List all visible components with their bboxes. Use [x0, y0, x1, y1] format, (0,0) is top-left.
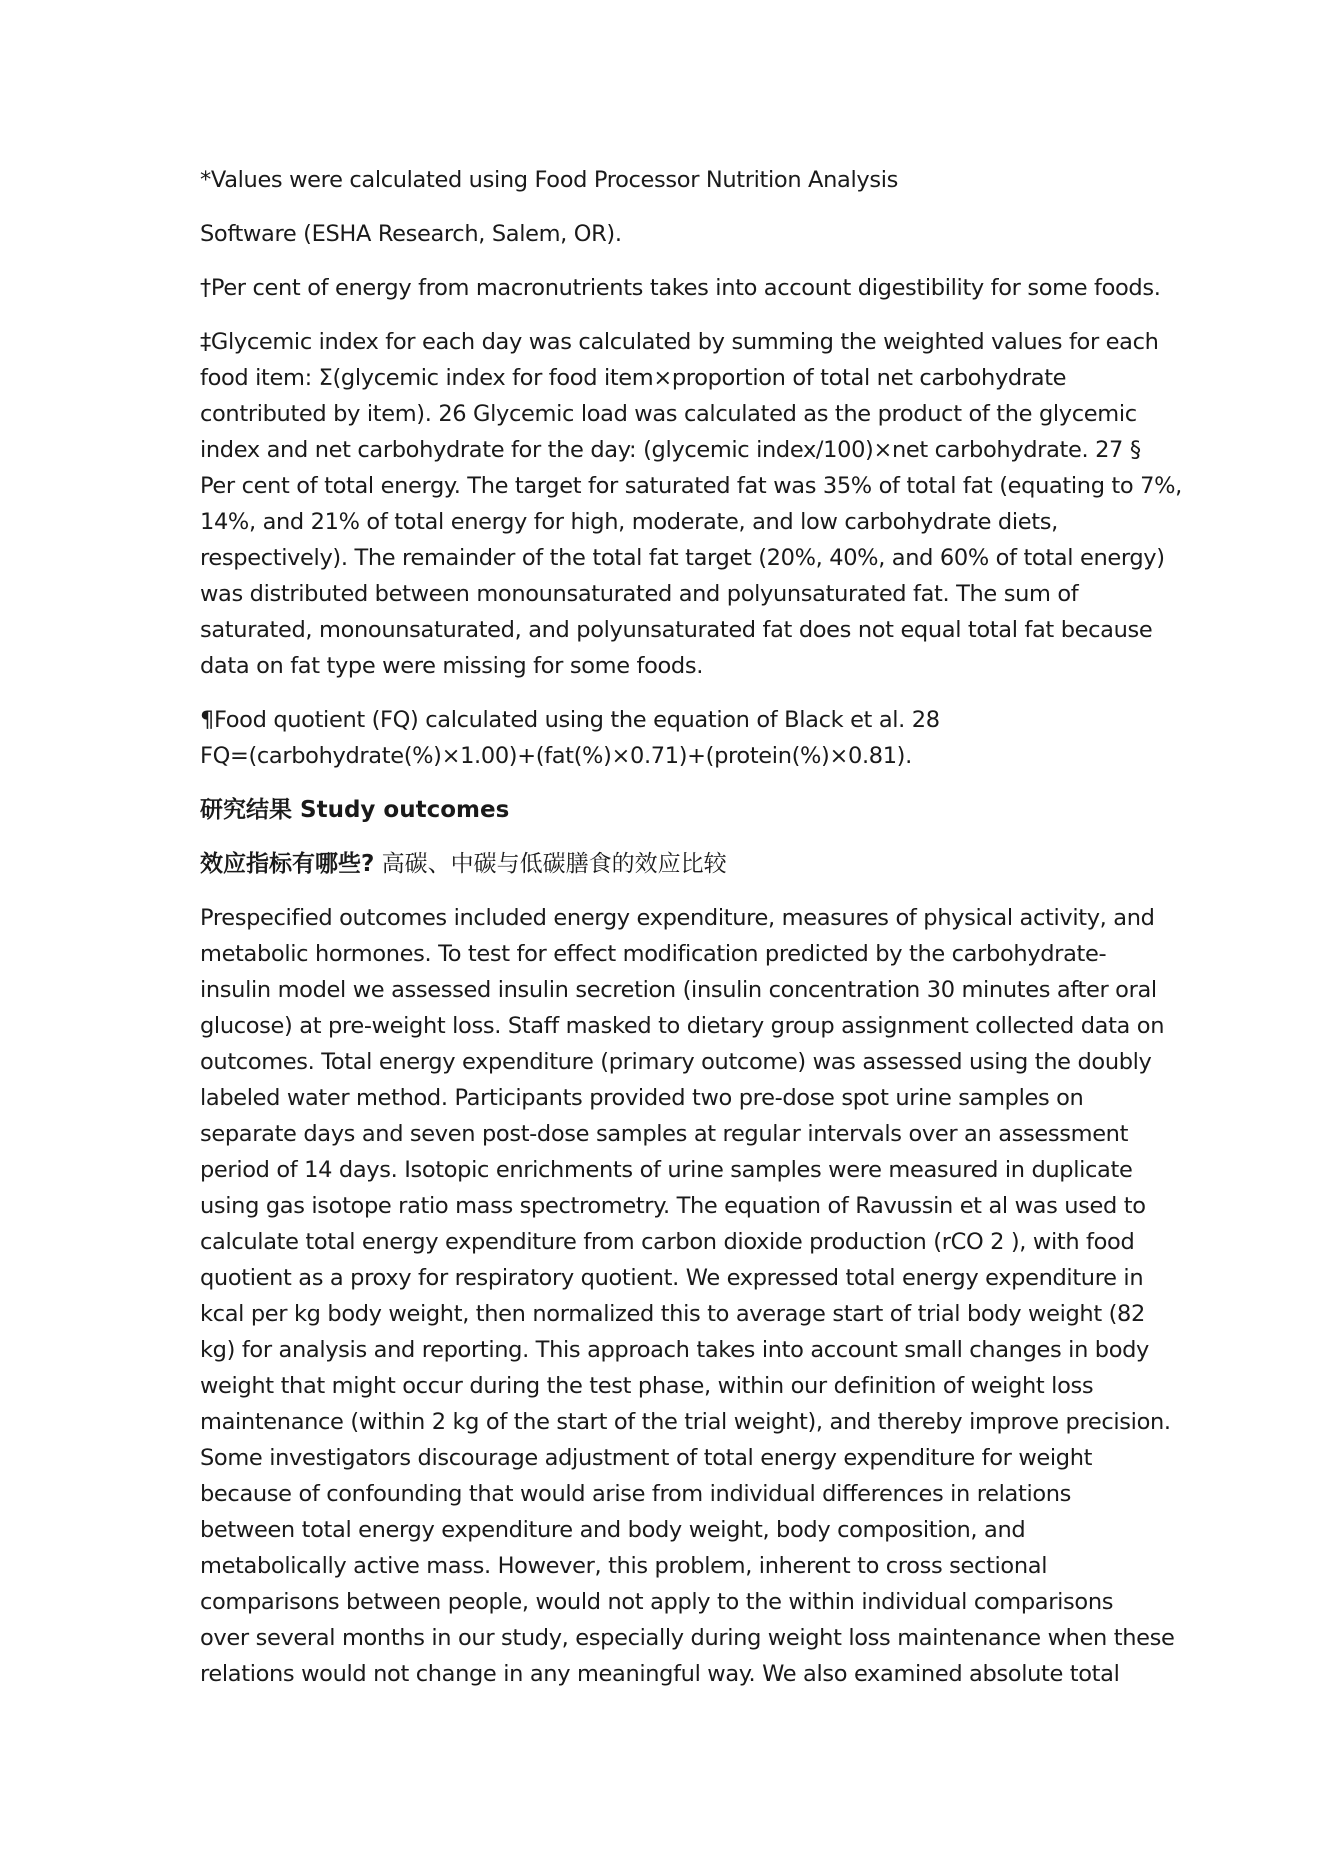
text-line: calculate total energy expenditure from carbon dioxide production (rCO 2 ), with food — [200, 1229, 1135, 1255]
section-heading-effects-plain: 高碳、中碳与低碳膳食的效应比较 — [374, 851, 727, 877]
table-footnotes — [200, 162, 1182, 774]
text-line: over several months in our study, especially during weight loss maintenance when these — [200, 1625, 1175, 1651]
section-heading-effects-bold: 效应指标有哪些? — [200, 851, 375, 877]
section-heading-effects — [200, 846, 1140, 882]
text-line: using gas isotope ratio mass spectrometry. The equation of Ravussin et al was used to — [200, 1193, 1146, 1219]
text-line: glucose) at pre-weight loss. Staff masked to dietary group assignment collected data on — [200, 1013, 1165, 1039]
text-line: ¶Food quotient (FQ) calculated using the equation of Black et al. 28 — [200, 707, 940, 733]
text-line: *Values were calculated using Food Processor Nutrition Analysis — [200, 167, 898, 193]
note-percent-energy — [200, 270, 1161, 306]
text-line: Some investigators discourage adjustment of total energy expenditure for weight — [200, 1445, 1093, 1471]
note-food-quotient — [200, 702, 1140, 774]
text-line: outcomes. Total energy expenditure (primary outcome) was assessed using the doubly — [200, 1049, 1152, 1075]
text-line: separate days and seven post-dose samples at regular intervals over an assessment — [200, 1121, 1129, 1147]
text-line: kg) for analysis and reporting. This approach takes into account small changes in body — [200, 1337, 1150, 1363]
text-line: Prespecified outcomes included energy expenditure, measures of physical activity, and — [200, 905, 1155, 931]
text-line: labeled water method. Participants provided two pre-dose spot urine samples on — [200, 1085, 1084, 1111]
text-line: Software (ESHA Research, Salem, OR). — [200, 221, 622, 247]
text-line: maintenance (within 2 kg of the start of the trial weight), and thereby improve precision. — [200, 1409, 1171, 1435]
text-line: 14%, and 21% of total energy for high, moderate, and low carbohydrate diets, — [200, 509, 1058, 535]
note-glycemic — [200, 324, 1182, 684]
document-page — [200, 162, 1182, 1710]
text-line: period of 14 days. Isotopic enrichments of urine samples were measured in duplicate — [200, 1157, 1133, 1183]
text-line: ‡Glycemic index for each day was calculated by summing the weighted values for each — [200, 329, 1159, 355]
text-line: between total energy expenditure and body weight, body composition, and — [200, 1517, 1026, 1543]
text-line: food item: Σ(glycemic index for food item×proportion of total net carbohydrate — [200, 365, 1067, 391]
text-line: quotient as a proxy for respiratory quotient. We expressed total energy expenditure in — [200, 1265, 1144, 1291]
text-line: data on fat type were missing for some foods. — [200, 653, 704, 679]
body-paragraph — [200, 900, 1175, 1692]
text-line: was distributed between monounsaturated and polyunsaturated fat. The sum of — [200, 581, 1079, 607]
text-line: FQ=(carbohydrate(%)×1.00)+(fat(%)×0.71)+(protein(%)×0.81). — [200, 743, 912, 769]
text-line: metabolic hormones. To test for effect modification predicted by the carbohydrate- — [200, 941, 1107, 967]
section-heading-study-outcomes-text: 研究结果 Study outcomes — [200, 797, 510, 823]
note-values — [200, 162, 1140, 198]
text-line: relations would not change in any meaningful way. We also examined absolute total — [200, 1661, 1120, 1687]
text-line: metabolically active mass. However, this problem, inherent to cross sectional — [200, 1553, 1048, 1579]
text-line: contributed by item). 26 Glycemic load was calculated as the product of the glycemic — [200, 401, 1137, 427]
text-line: respectively). The remainder of the total fat target (20%, 40%, and 60% of total energy) — [200, 545, 1165, 571]
text-line: insulin model we assessed insulin secretion (insulin concentration 30 minutes after oral — [200, 977, 1157, 1003]
section-heading-study-outcomes — [200, 792, 1140, 828]
text-line: †Per cent of energy from macronutrients takes into account digestibility for some foods. — [200, 275, 1161, 301]
text-line: because of confounding that would arise from individual differences in relations — [200, 1481, 1072, 1507]
text-line: index and net carbohydrate for the day: (glycemic index/100)×net carbohydrate. 27 § — [200, 437, 1141, 463]
text-line: saturated, monounsaturated, and polyunsaturated fat does not equal total fat because — [200, 617, 1153, 643]
text-line: kcal per kg body weight, then normalized this to average start of trial body weight (82 — [200, 1301, 1145, 1327]
text-line: Per cent of total energy. The target for saturated fat was 35% of total fat (equating to 7%, — [200, 473, 1182, 499]
note-software — [200, 216, 1140, 252]
text-line: weight that might occur during the test phase, within our definition of weight loss — [200, 1373, 1094, 1399]
text-line: comparisons between people, would not apply to the within individual comparisons — [200, 1589, 1114, 1615]
